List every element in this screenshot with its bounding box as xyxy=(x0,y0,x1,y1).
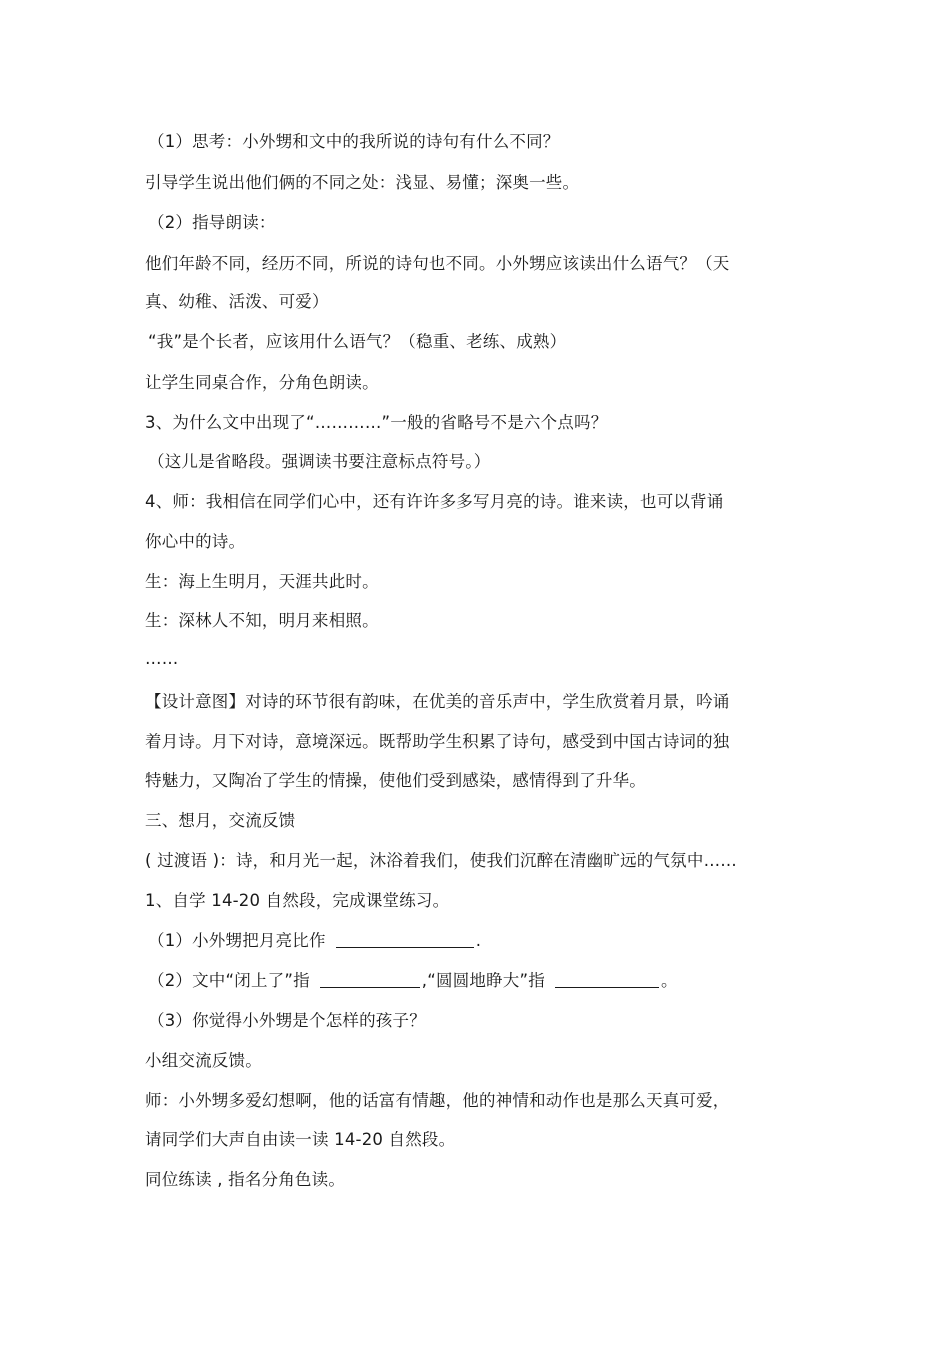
text-line: “我”是个长者，应该用什么语气？（稳重、老练、成熟） xyxy=(148,332,567,351)
text-line: 4、师：我相信在同学们心中，还有许许多多写月亮的诗。谁来读，也可以背诵 xyxy=(145,492,724,511)
text-line: 1、自学 14-20 自然段，完成课堂练习。 xyxy=(145,891,450,910)
text-line: 三、想月，交流反馈 xyxy=(145,811,296,830)
text-line: 真、幼稚、活泼、可爱） xyxy=(145,292,329,311)
text-line: （这儿是省略段。强调读书要注意标点符号。） xyxy=(148,452,491,471)
text-line: （2）指导朗读： xyxy=(148,213,276,232)
question-2-middle: ,“圆圆地睁大”指 xyxy=(421,971,545,990)
text-line: 生：海上生明月，天涯共此时。 xyxy=(145,572,379,591)
text-line: 同位练读 , 指名分角色读。 xyxy=(145,1170,346,1189)
text-line: 3、为什么文中出现了“…………”一般的省略号不是六个点吗？ xyxy=(145,413,608,432)
text-line: （1）思考：小外甥和文中的我所说的诗句有什么不同？ xyxy=(148,132,560,151)
text-line: 【设计意图】对诗的环节很有韵味，在优美的音乐声中，学生欣赏着月景，吟诵 xyxy=(145,692,730,711)
text-line: 引导学生说出他们俩的不同之处：浅显、易懂；深奥一些。 xyxy=(145,173,580,192)
question-2-end: 。 xyxy=(660,971,678,990)
question-1-text: （1）小外甥把月亮比作 xyxy=(148,931,326,950)
text-line: 师：小外甥多爱幻想啊，他的话富有情趣，他的神情和动作也是那么天真可爱， xyxy=(145,1091,730,1110)
text-line: 他们年龄不同，经历不同，所说的诗句也不同。小外甥应该读出什么语气？（天 xyxy=(145,254,730,273)
exercise-question-2 xyxy=(148,970,788,992)
answer-blank-3 xyxy=(555,971,659,988)
answer-blank-1 xyxy=(336,931,474,948)
answer-blank-2 xyxy=(320,971,420,988)
text-line: 生：深林人不知，明月来相照。 xyxy=(145,611,379,630)
text-line: 小组交流反馈。 xyxy=(145,1051,262,1070)
text-line: …… xyxy=(145,649,179,668)
text-line: 让学生同桌合作，分角色朗读。 xyxy=(145,373,379,392)
text-line: 着月诗。月下对诗，意境深远。既帮助学生积累了诗句，感受到中国古诗词的独 xyxy=(145,732,730,751)
question-2-text: （2）文中“闭上了”指 xyxy=(148,971,310,990)
text-line: 你心中的诗。 xyxy=(145,532,246,551)
text-line: 特魅力，又陶冶了学生的情操，使他们受到感染，感情得到了升华。 xyxy=(145,771,646,790)
exercise-question-3: （3）你觉得小外甥是个怎样的孩子？ xyxy=(148,1011,426,1030)
question-1-end: . xyxy=(475,931,482,950)
text-line: 请同学们大声自由读一读 14-20 自然段。 xyxy=(145,1130,456,1149)
exercise-question-1 xyxy=(148,930,788,952)
text-line: ( 过渡语 )：诗，和月光一起，沐浴着我们，使我们沉醉在清幽旷远的气氛中…… xyxy=(145,851,737,870)
